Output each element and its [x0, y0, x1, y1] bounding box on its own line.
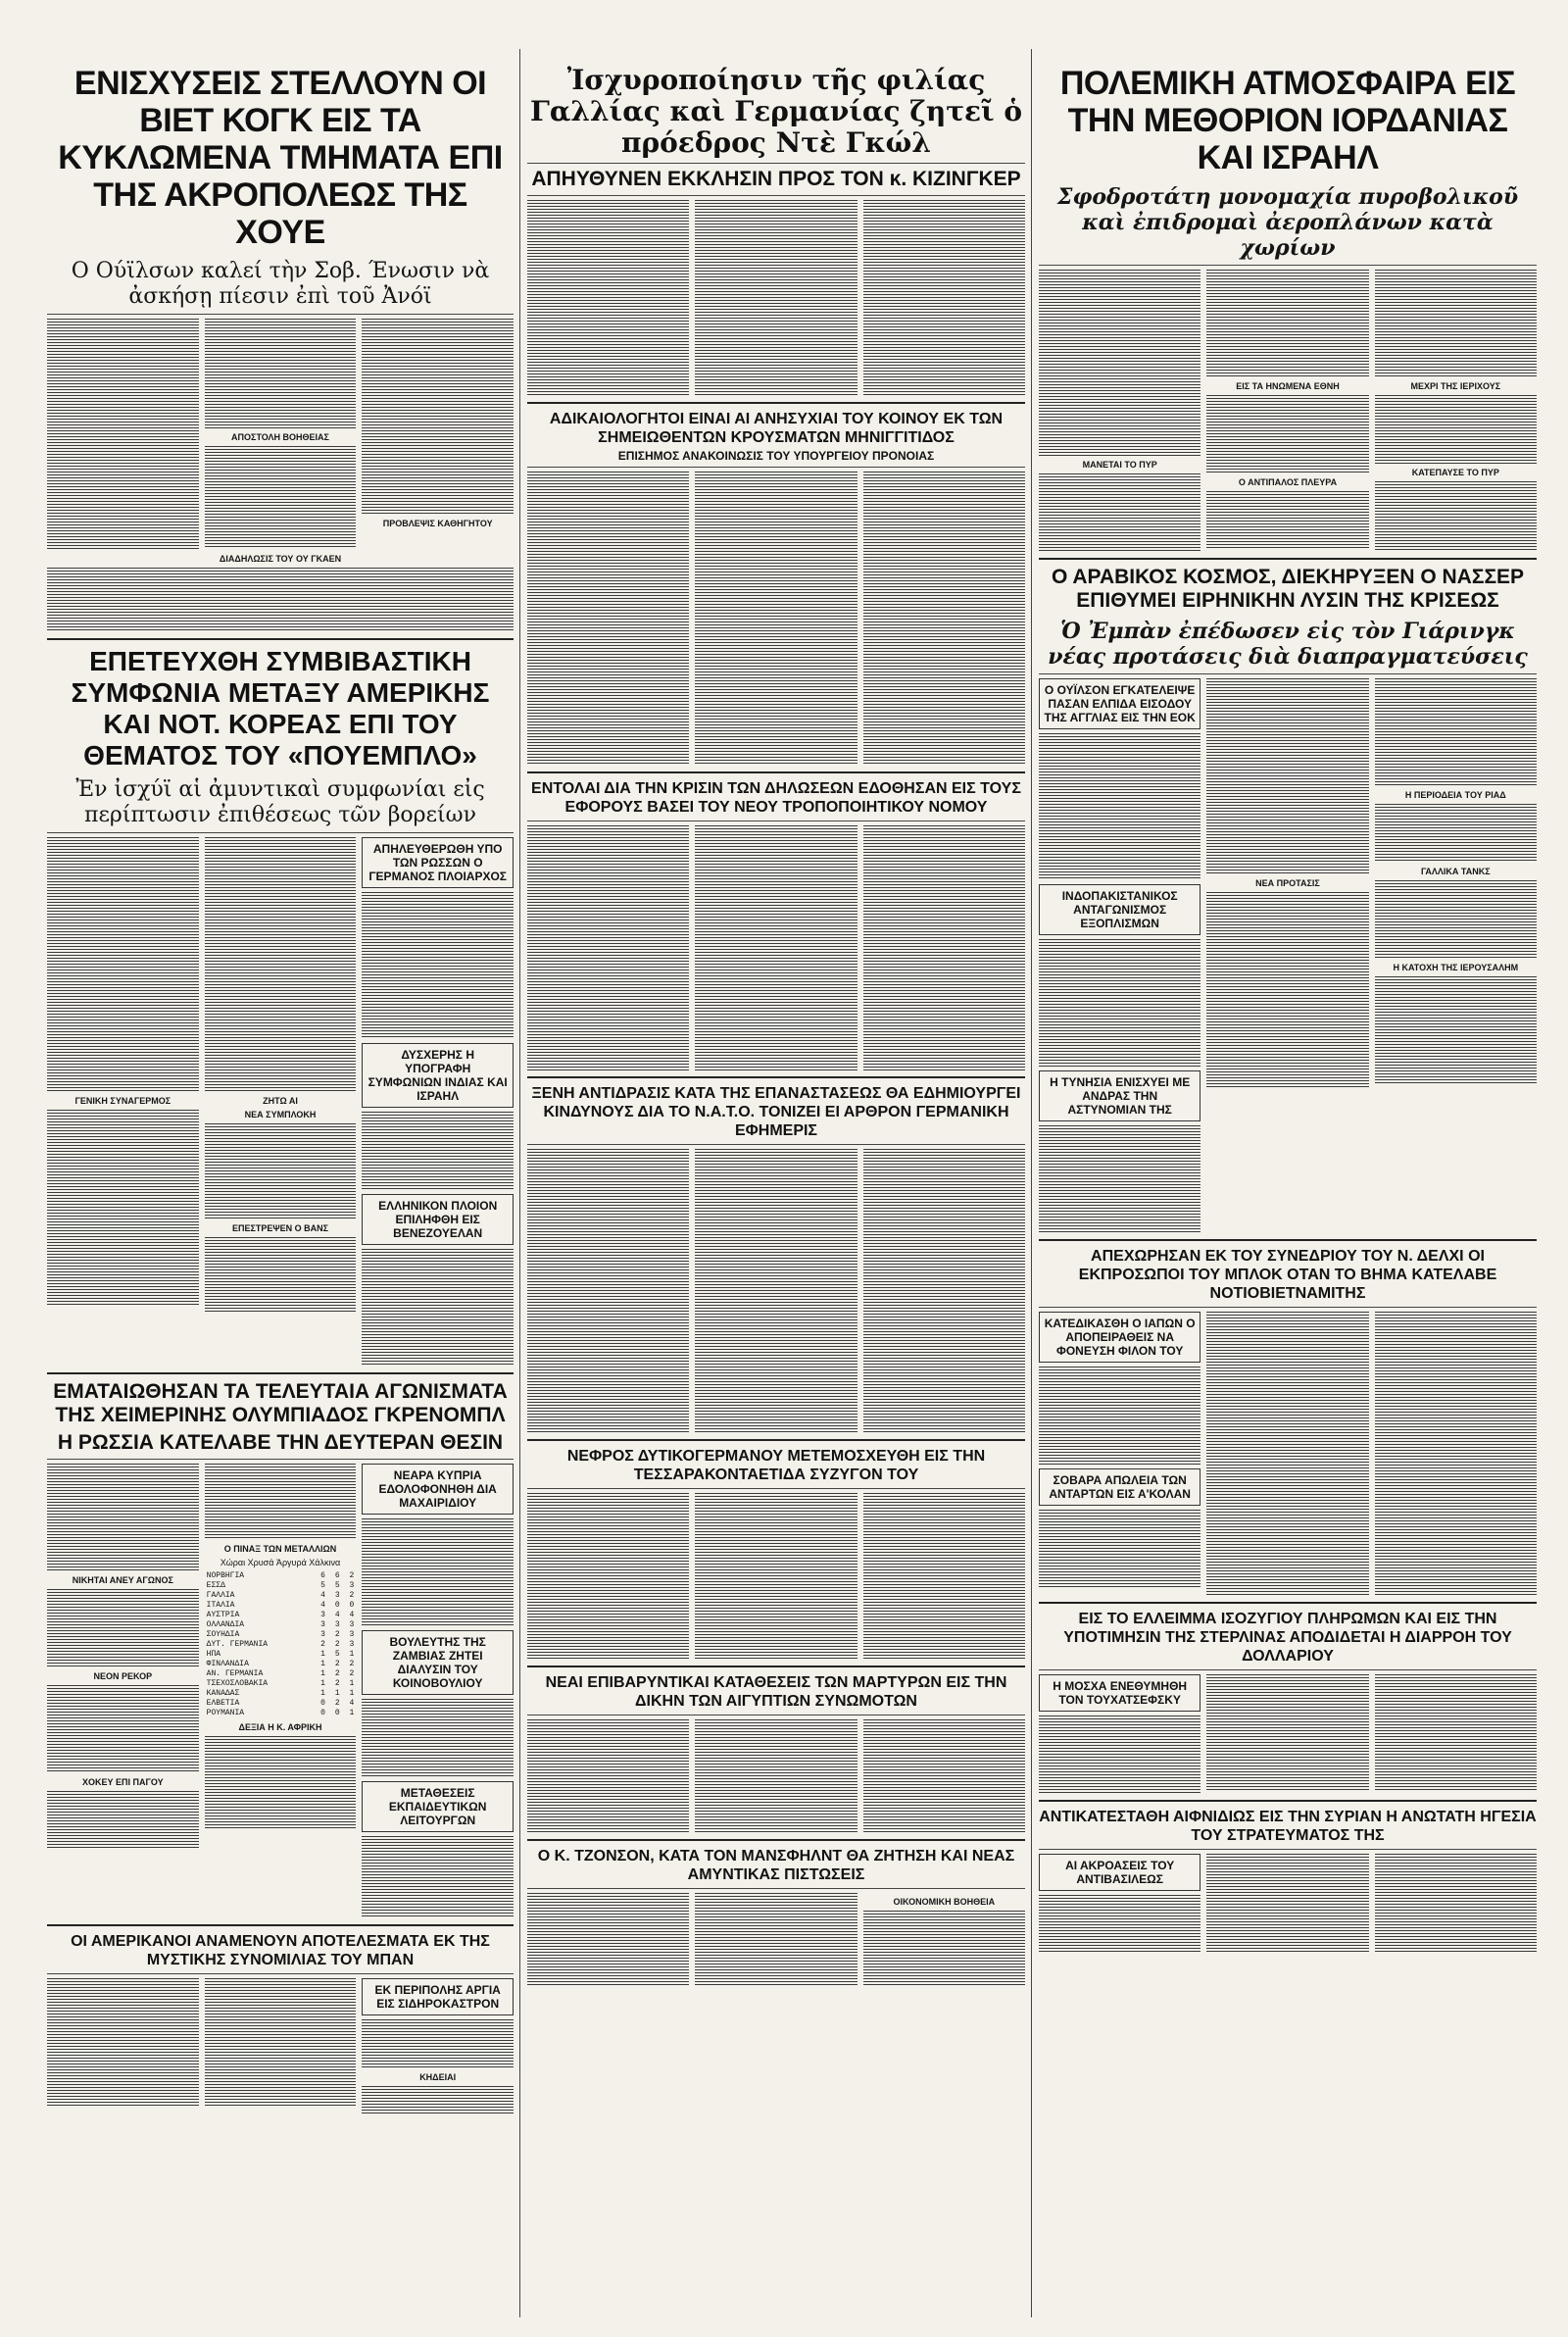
- medal-cell-country: ΦΙΝΛΑΝΔΙΑ: [206, 1660, 249, 1668]
- medal-cell-s: 1: [334, 1689, 340, 1698]
- medal-cell-s: 0: [334, 1601, 340, 1610]
- article-body: [362, 1249, 514, 1367]
- article-body: [1375, 481, 1537, 550]
- article-body: [1375, 976, 1537, 1084]
- medal-row: [205, 1571, 357, 1581]
- news-box: ΝΕΑΡΑ ΚΥΠΡΙΑ ΕΔΟΛΟΦΟΝΗΘΗ ΔΙΑ ΜΑΧΑΙΡΙΔΙΟΥ: [362, 1464, 514, 1515]
- medal-table-header: Χώραι Χρυσά Ἀργυρά Χάλκινα: [220, 1558, 341, 1567]
- medal-cell-g: 5: [320, 1581, 325, 1590]
- headline-tax-orders: ΕΝΤΟΛΑΙ ΔΙΑ ΤΗΝ ΚΡΙΣΙΝ ΤΩΝ ΔΗΛΩΣΕΩΝ ΕΔΟΘΗΣΑΝ ΕΙΣ ΤΟΥΣ ΕΦΟΡΟΥΣ ΒΑΣΕΙ ΤΟΥ ΝΕΟΥ ΤΡΟΠΟΠΟΙΗΤΙΚΟΥ ΝΟΜΟΥ: [531, 780, 1021, 816]
- article-body: [1375, 1674, 1537, 1792]
- article-body: [1039, 473, 1200, 552]
- section-heading: ΜΑΝΕΤΑΙ ΤΟ ΠΥΡ: [1082, 460, 1157, 470]
- medal-cell-b: 4: [349, 1699, 355, 1708]
- article-body: [362, 892, 514, 1039]
- article-body: [205, 1736, 357, 1830]
- medal-row: [205, 1630, 357, 1640]
- medal-cell-s: 2: [334, 1699, 340, 1708]
- subheadline-artillery: Σφοδροτάτη μονομαχία πυροβολικοῦ καὶ ἐπιδρομαὶ ἀεροπλάνων κατὰ χωρίων: [1056, 184, 1519, 261]
- section-heading: ΜΕΧΡΙ ΤΗΣ ΙΕΡΙΧΟΥΣ: [1410, 381, 1501, 391]
- column-rule: [519, 49, 520, 2317]
- medal-cell-b: 2: [349, 1669, 355, 1678]
- medal-cell-b: 3: [349, 1640, 355, 1649]
- article-body: [695, 825, 857, 1070]
- medal-cell-g: 4: [320, 1591, 325, 1600]
- article-body: [1206, 892, 1368, 1088]
- article-body: [1206, 1312, 1368, 1596]
- article-body: [527, 1149, 689, 1433]
- medal-cell-g: 4: [320, 1601, 325, 1610]
- article-body: [1039, 939, 1200, 1067]
- medal-row: [205, 1709, 357, 1718]
- article-body: [1039, 1510, 1200, 1588]
- medal-cell-g: 1: [320, 1660, 325, 1668]
- medal-row: [205, 1591, 357, 1601]
- subheadline-wilson: Ο Ούϊλσων καλεί τὴν Σοβ. Ένωσιν νὰ ἀσκήσῃ πίεσιν ἐπὶ τοῦ Ἀνόϊ: [71, 259, 490, 309]
- news-box: ΑΙ ΑΚΡΟΑΣΕΙΣ ΤΟΥ ΑΝΤΙΒΑΣΙΛΕΩΣ: [1039, 1854, 1200, 1891]
- headline-new-delhi: ΑΠΕΧΩΡΗΣΑΝ ΕΚ ΤΟΥ ΣΥΝΕΔΡΙΟΥ ΤΟΥ Ν. ΔΕΛΧΙ ΟΙ ΕΚΠΡΟΣΩΠΟΙ ΤΟΥ ΜΠΛΟΚ ΟΤΑΝ ΤΟ ΒΗΜΑ ΚΑΤΕΛΑΒΕ ΝΟΤΙΟΒΙΕΤΝΑΜΙΤΗΣ: [1078, 1248, 1497, 1302]
- headline-johnson: Ο Κ. ΤΖΟΝΣΟΝ, ΚΑΤΑ ΤΟΝ ΜΑΝΣΦΗΛΝΤ ΘΑ ΖΗΤΗΣΗ ΚΑΙ ΝΕΑΣ ΑΜΥΝΤΙΚΑΣ ΠΙΣΤΩΣΕΙΣ: [537, 1848, 1015, 1883]
- article-body: [1039, 1367, 1200, 1465]
- medal-cell-g: 2: [320, 1640, 325, 1649]
- article-body: [863, 1149, 1025, 1433]
- medal-cell-s: 6: [334, 1571, 340, 1580]
- article-body: [47, 1110, 199, 1306]
- article-body: [205, 837, 357, 1092]
- medal-cell-s: 2: [334, 1679, 340, 1688]
- section-heading: ΝΕΑ ΣΥΜΠΛΟΚΗ: [244, 1110, 317, 1119]
- section-heading: ΝΕΟΝ ΡΕΚΟΡ: [93, 1671, 153, 1681]
- medal-cell-country: ΑΥΣΤΡΙΑ: [206, 1611, 240, 1619]
- news-box: ΒΟΥΛΕΥΤΗΣ ΤΗΣ ΖΑΜΒΙΑΣ ΖΗΤΕΙ ΔΙΑΛΥΣΙΝ ΤΟΥ ΚΟΙΝΟΒΟΥΛΙΟΥ: [362, 1630, 514, 1695]
- headline-nato-reaction: ΞΕΝΗ ΑΝΤΙΔΡΑΣΙΣ ΚΑΤΑ ΤΗΣ ΕΠΑΝΑΣΤΑΣΕΩΣ ΘΑ ΕΔΗΜΙΟΥΡΓΕΙ ΚΙΝΔΥΝΟΥΣ ΔΙΑ ΤΟ Ν.Α.Τ.Ο. ΤΟΝΙΖΕΙ ΕΙ ΑΡΘΡΟΝ ΓΕΡΜΑΝΙΚΗ ΕΦΗΜΕΡΙΣ: [531, 1085, 1021, 1139]
- medal-cell-s: 2: [334, 1630, 340, 1639]
- article-body: [47, 568, 514, 632]
- medal-cell-g: 3: [320, 1620, 325, 1629]
- headline-egypt-trial: ΝΕΑΙ ΕΠΙΒΑΡΥΝΤΙΚΑΙ ΚΑΤΑΘΕΣΕΙΣ ΤΩΝ ΜΑΡΤΥΡΩΝ ΕΙΣ ΤΗΝ ΔΙΚΗΝ ΤΩΝ ΑΙΓΥΠΤΙΩΝ ΣΥΝΩΜΟΤΩΝ: [545, 1674, 1007, 1710]
- news-box: ΔΥΣΧΕΡΗΣ Η ΥΠΟΓΡΑΦΗ ΣΥΜΦΩΝΙΩΝ ΙΝΔΙΑΣ ΚΑΙ ΙΣΡΑΗΛ: [362, 1043, 514, 1108]
- column-left: [47, 0, 514, 2337]
- medal-cell-s: 4: [334, 1611, 340, 1619]
- medal-cell-g: 3: [320, 1630, 325, 1639]
- medal-cell-country: ΔΥΤ. ΓΕΡΜΑΝΙΑ: [206, 1640, 269, 1649]
- medal-cell-b: 2: [349, 1591, 355, 1600]
- article-body: [1375, 270, 1537, 377]
- medal-cell-s: 2: [334, 1660, 340, 1668]
- article-body: [47, 1685, 199, 1773]
- medal-cell-country: ΣΟΥΗΔΙΑ: [206, 1630, 240, 1639]
- medal-cell-g: 6: [320, 1571, 325, 1580]
- medal-cell-country: ΑΝ. ΓΕΡΜΑΝΙΑ: [206, 1669, 264, 1678]
- medal-cell-country: ΗΠΑ: [206, 1650, 221, 1659]
- medal-cell-country: ΚΑΝΑΔΑΣ: [206, 1689, 240, 1698]
- article-body: [362, 1699, 514, 1777]
- medal-table: [205, 1571, 357, 1718]
- medal-cell-s: 2: [334, 1640, 340, 1649]
- headline-olympics: ΕΜΑΤΑΙΩΘΗΣΑΝ ΤΑ ΤΕΛΕΥΤΑΙΑ ΑΓΩΝΙΣΜΑΤΑ ΤΗΣ ΧΕΙΜΕΡΙΝΗΣ ΟΛΥΜΠΙΑΔΟΣ ΓΚΡΕΝΟΜΠΛ: [53, 1380, 508, 1426]
- medal-row: [205, 1650, 357, 1660]
- subheadline-eban: Ὁ Ἐμπὰν ἐπέδωσεν εἰς τὸν Γιάρινγκ νέας προτάσεις διὰ διαπραγματεύσεις: [1048, 619, 1528, 670]
- article-body: [205, 1237, 357, 1314]
- article-body: [695, 1493, 857, 1660]
- article-body: [47, 1978, 199, 2106]
- news-box: Η ΜΟΣΧΑ ΕΝΕΘΥΜΗΘΗ ΤΟΝ ΤΟΥΧΑΤΣΕΦΣΚΥ: [1039, 1674, 1200, 1712]
- article-body: [1039, 270, 1200, 456]
- section-heading: Η ΠΕΡΙΟΔΕΙΑ ΤΟΥ ΡΙΑΔ: [1404, 790, 1506, 800]
- news-box: ΕΛΛΗΝΙΚΟΝ ΠΛΟΙΟΝ ΕΠΙΛΗΦΘΗ ΕΙΣ ΒΕΝΕΖΟΥΕΛΑΝ: [362, 1194, 514, 1245]
- medal-cell-s: 3: [334, 1620, 340, 1629]
- article-body: [47, 1464, 199, 1571]
- headline-sterling: ΕΙΣ ΤΟ ΕΛΛΕΙΜΜΑ ΙΣΟΖΥΓΙΟΥ ΠΛΗΡΩΜΩΝ ΚΑΙ ΕΙΣ ΤΗΝ ΥΠΟΤΙΜΗΣΙΝ ΤΗΣ ΣΤΕΡΛΙΝΑΣ ΑΠΟΔΙΔΕΤΑΙ Η ΔΙΑΡΡΟΗ ΤΟΥ ΔΟΛΛΑΡΙΟΥ: [1063, 1611, 1512, 1665]
- article-body: [1375, 1312, 1537, 1596]
- medal-cell-b: 1: [349, 1679, 355, 1688]
- article-body: [527, 825, 689, 1070]
- article-body: [1375, 1854, 1537, 1952]
- medal-cell-country: ΓΑΛΛΙΑ: [206, 1591, 235, 1600]
- article-body: [527, 1893, 689, 1987]
- article-body: [527, 1719, 689, 1833]
- medal-cell-g: 1: [320, 1669, 325, 1678]
- headline-de-gaulle: Ἰσχυροποίησιν τῆς φιλίας Γαλλίας καὶ Γερμανίας ζητεῖ ὁ πρόεδρος Ντὲ Γκώλ: [529, 64, 1023, 159]
- section-heading: Ο ΠΙΝΑΞ ΤΩΝ ΜΕΤΑΛΛΙΩΝ: [223, 1544, 337, 1554]
- article-body: [47, 1589, 199, 1667]
- section-heading: ΟΙΚΟΝΟΜΙΚΗ ΒΟΗΘΕΙΑ: [893, 1897, 996, 1907]
- news-box: Ο ΟΥΪΛΣΟΝ ΕΓΚΑΤΕΛΕΙΨΕ ΠΑΣΑΝ ΕΛΠΙΔΑ ΕΙΣΟΔΟΥ ΤΗΣ ΑΓΓΛΙΑΣ ΕΙΣ ΤΗΝ ΕΟΚ: [1039, 678, 1200, 729]
- article-body: [362, 319, 514, 515]
- article-body: [362, 2019, 514, 2068]
- article-body: [527, 472, 689, 766]
- medal-cell-g: 3: [320, 1611, 325, 1619]
- section-heading: Ο ΑΝΤΙΠΑΛΟΣ ΠΛΕΥΡΑ: [1238, 477, 1338, 487]
- subheadline-pueblo: Ἐν ἰσχύϊ αἱ ἀμυντικαὶ συμφωνίαι εἰς περίπτωσιν ἐπιθέσεως τῶν βορείων: [75, 777, 485, 827]
- medal-cell-country: ΕΣΣΔ: [206, 1581, 225, 1590]
- headline-pueblo: ΕΠΕΤΕΥΧΘΗ ΣΥΜΒΙΒΑΣΤΙΚΗ ΣΥΜΦΩΝΙΑ ΜΕΤΑΞΥ ΑΜΕΡΙΚΗΣ ΚΑΙ ΝΟΤ. ΚΟΡΕΑΣ ΕΠΙ ΤΟΥ ΘΕΜΑΤΟΣ ΤΟΥ «ΠΟΥΕΜΠΛΟ»: [71, 646, 490, 771]
- article-body: [362, 2086, 514, 2115]
- column-right: [1039, 0, 1537, 2337]
- article-body: [1206, 395, 1368, 473]
- medal-cell-country: ΤΣΕΧΟΣΛΟΒΑΚΙΑ: [206, 1679, 269, 1688]
- section-heading: ΚΗΔΕΙΑΙ: [419, 2072, 457, 2082]
- article-body: [205, 1464, 357, 1540]
- article-body: [205, 1123, 357, 1219]
- section-heading: ΧΟΚΕΥ ΕΠΙ ΠΑΓΟΥ: [81, 1777, 164, 1787]
- article-body: [1206, 270, 1368, 377]
- medal-row: [205, 1660, 357, 1669]
- section-heading: ΓΕΝΙΚΗ ΣΥΝΑΓΕΡΜΟΣ: [74, 1096, 172, 1106]
- article-body: [1206, 491, 1368, 550]
- headline-kidney-transplant: ΝΕΦΡΟΣ ΔΥΤΙΚΟΓΕΡΜΑΝΟΥ ΜΕΤΕΜΟΣΧΕΥΘΗ ΕΙΣ ΤΗΝ ΤΕΣΣΑΡΑΚΟΝΤΑΕΤΙΔΑ ΣΥΖΥΓΟΝ ΤΟΥ: [566, 1448, 986, 1483]
- medal-cell-s: 5: [334, 1581, 340, 1590]
- subheadline-ministry: ΕΠΙΣΗΜΟΣ ΑΝΑΚΟΙΝΩΣΙΣ ΤΟΥ ΥΠΟΥΡΓΕΙΟΥ ΠΡΟΝΟΙΑΣ: [617, 449, 935, 463]
- article-body: [1375, 880, 1537, 959]
- section-heading: ΑΠΟΣΤΟΛΗ ΒΟΗΘΕΙΑΣ: [231, 432, 329, 442]
- article-body: [1039, 733, 1200, 880]
- news-box: ΑΠΗΛΕΥΘΕΡΩΘΗ ΥΠΟ ΤΩΝ ΡΩΣΣΩΝ Ο ΓΕΡΜΑΝΟΣ ΠΛΟΙΑΡΧΟΣ: [362, 837, 514, 888]
- article-body: [863, 825, 1025, 1070]
- article-body: [362, 1836, 514, 1918]
- medal-cell-country: ΡΟΥΜΑΝΙΑ: [206, 1709, 245, 1717]
- article-body: [362, 1112, 514, 1190]
- medal-row: [205, 1611, 357, 1620]
- section-heading: ΔΙΑΔΗΛΩΣΙΣ ΤΟΥ ΟΥ ΓΚΑΕΝ: [219, 554, 342, 564]
- article-body: [863, 1719, 1025, 1833]
- section-heading: ΝΕΑ ΠΡΟΤΑΣΙΣ: [1255, 878, 1320, 888]
- section-heading: ΕΠΕΣΤΡΕΨΕΝ Ο ΒΑΝΣ: [231, 1223, 329, 1233]
- section-heading: ΠΡΟΒΛΕΨΙΣ ΚΑΘΗΓΗΤΟΥ: [382, 519, 493, 528]
- article-body: [1039, 1125, 1200, 1233]
- medal-cell-b: 3: [349, 1620, 355, 1629]
- article-body: [695, 1719, 857, 1833]
- medal-cell-country: ΟΛΛΑΝΔΙΑ: [206, 1620, 245, 1629]
- article-body: [1206, 678, 1368, 874]
- medal-row: [205, 1669, 357, 1679]
- section-heading: ΕΙΣ ΤΑ ΗΝΩΜΕΝΑ ΕΘΝΗ: [1236, 381, 1340, 391]
- medal-row: [205, 1679, 357, 1689]
- article-body: [695, 472, 857, 766]
- article-body: [1375, 395, 1537, 464]
- medal-cell-s: 2: [334, 1669, 340, 1678]
- article-body: [863, 472, 1025, 766]
- medal-cell-g: 0: [320, 1699, 325, 1708]
- article-body: [362, 1518, 514, 1626]
- article-body: [863, 1911, 1025, 1985]
- column-rule: [1031, 49, 1032, 2317]
- medal-cell-s: 3: [334, 1591, 340, 1600]
- medal-cell-b: 3: [349, 1581, 355, 1590]
- article-body: [1375, 678, 1537, 786]
- medal-cell-s: 5: [334, 1650, 340, 1659]
- medal-row: [205, 1640, 357, 1650]
- medal-cell-g: 1: [320, 1689, 325, 1698]
- medal-cell-b: 1: [349, 1650, 355, 1659]
- column-middle: [527, 0, 1025, 2337]
- medal-cell-b: 2: [349, 1571, 355, 1580]
- article-body: [1206, 1674, 1368, 1792]
- headline-viet-cong: ΕΝΙΣΧΥΣΕΙΣ ΣΤΕΛΛΟΥΝ ΟΙ ΒΙΕΤ ΚΟΓΚ ΕΙΣ ΤΑ ΚΥΚΛΩΜΕΝΑ ΤΜΗΜΑΤΑ ΕΠΙ ΤΗΣ ΑΚΡΟΠΟΛΕΩΣ ΤΗΣ ΧΟΥΕ: [58, 65, 503, 251]
- medal-cell-b: 3: [349, 1630, 355, 1639]
- medal-cell-country: ΝΟΡΒΗΓΙΑ: [206, 1571, 245, 1580]
- news-box: ΣΟΒΑΡΑ ΑΠΩΛΕΙΑ ΤΩΝ ΑΝΤΑΡΤΩΝ ΕΙΣ Α'ΚΟΛΑΝ: [1039, 1468, 1200, 1506]
- medal-cell-g: 1: [320, 1650, 325, 1659]
- section-heading: Η ΚΑΤΟΧΗ ΤΗΣ ΙΕΡΟΥΣΑΛΗΜ: [1393, 963, 1519, 972]
- medal-cell-country: ΕΛΒΕΤΙΑ: [206, 1699, 240, 1708]
- headline-nasser: Ο ΑΡΑΒΙΚΟΣ ΚΟΣΜΟΣ, ΔΙΕΚΗΡΥΞΕΝ Ο ΝΑΣΣΕΡ ΕΠΙΘΥΜΕΙ ΕΙΡΗΝΙΚΗΝ ΛΥΣΙΝ ΤΗΣ ΚΡΙΣΕΩΣ: [1051, 566, 1525, 612]
- article-body: [695, 200, 857, 396]
- section-heading: ΝΙΚΗΤΑΙ ΑΝΕΥ ΑΓΩΝΟΣ: [72, 1575, 173, 1585]
- headline-jordan-israel: ΠΟΛΕΜΙΚΗ ΑΤΜΟΣΦΑΙΡΑ ΕΙΣ ΤΗΝ ΜΕΘΟΡΙΟΝ ΙΟΡΔΑΝΙΑΣ ΚΑΙ ΙΣΡΑΗΛ: [1059, 65, 1516, 176]
- medal-row: [205, 1699, 357, 1709]
- medal-row: [205, 1620, 357, 1630]
- medal-cell-b: 1: [349, 1709, 355, 1717]
- article-body: [1039, 1895, 1200, 1954]
- medal-row: [205, 1581, 357, 1591]
- medal-cell-b: 1: [349, 1689, 355, 1698]
- section-heading: ΔΕΞΙΑ Η Κ. ΑΦΡΙΚΗ: [238, 1722, 322, 1732]
- article-body: [1206, 1854, 1368, 1952]
- headline-syria: ΑΝΤΙΚΑΤΕΣΤΑΘΗ ΑΙΦΝΙΔΙΩΣ ΕΙΣ ΤΗΝ ΣΥΡΙΑΝ Η ΑΝΩΤΑΤΗ ΗΓΕΣΙΑ ΤΟΥ ΣΤΡΑΤΕΥΜΑΤΟΣ ΤΗΣ: [1039, 1809, 1537, 1844]
- article-body: [1375, 804, 1537, 863]
- article-body: [47, 837, 199, 1092]
- article-body: [527, 1493, 689, 1660]
- section-heading: ΚΑΤΕΠΑΥΣΕ ΤΟ ΠΥΡ: [1411, 468, 1499, 477]
- article-body: [47, 319, 199, 550]
- headline-kiesinger: ΑΠΗΥΘΥΝΕΝ ΕΚΚΛΗΣΙΝ ΠΡΟΣ ΤΟΝ κ. ΚΙΖΙΝΓΚΕΡ: [531, 168, 1021, 190]
- medal-cell-g: 1: [320, 1679, 325, 1688]
- article-body: [1039, 1715, 1200, 1794]
- article-body: [47, 1791, 199, 1850]
- medal-cell-country: ΙΤΑΛΙΑ: [206, 1601, 235, 1610]
- article-body: [205, 1978, 357, 2106]
- medal-cell-g: 0: [320, 1709, 325, 1717]
- article-body: [863, 1493, 1025, 1660]
- headline-meningitis: ΑΔΙΚΑΙΟΛΟΓΗΤΟΙ ΕΙΝΑΙ ΑΙ ΑΝΗΣΥΧΙΑΙ ΤΟΥ ΚΟΙΝΟΥ ΕΚ ΤΩΝ ΣΗΜΕΙΩΘΕΝΤΩΝ ΚΡΟΥΣΜΑΤΩΝ ΜΗΝΙΓΓΙΤΙΔΟΣ: [549, 411, 1004, 446]
- article-body: [863, 200, 1025, 396]
- news-box: ΙΝΔΟΠΑΚΙΣΤΑΝΙΚΟΣ ΑΝΤΑΓΩΝΙΣΜΟΣ ΕΞΟΠΛΙΣΜΩΝ: [1039, 884, 1200, 935]
- medal-cell-b: 0: [349, 1601, 355, 1610]
- medal-cell-b: 2: [349, 1660, 355, 1668]
- article-body: [527, 200, 689, 396]
- headline-americans: ΟΙ ΑΜΕΡΙΚΑΝΟΙ ΑΝΑΜΕΝΟΥΝ ΑΠΟΤΕΛΕΣΜΑΤΑ ΕΚ ΤΗΣ ΜΥΣΤΙΚΗΣ ΣΥΝΟΜΙΛΙΑΣ ΤΟΥ ΜΠΑΝ: [71, 1933, 490, 1968]
- news-box: ΜΕΤΑΘΕΣΕΙΣ ΕΚΠΑΙΔΕΥΤΙΚΩΝ ΛΕΙΤΟΥΡΓΩΝ: [362, 1781, 514, 1832]
- news-box: Η ΤΥΝΗΣΙΑ ΕΝΙΣΧΥΕΙ ΜΕ ΑΝΔΡΑΣ ΤΗΝ ΑΣΤΥΝΟΜΙΑΝ ΤΗΣ: [1039, 1070, 1200, 1121]
- news-box: ΕΚ ΠΕΡΙΠΟΛΗΣ ΑΡΓΙΑ ΕΙΣ ΣΙΔΗΡΟΚΑΣΤΡΟΝ: [362, 1978, 514, 2015]
- section-heading: ΖΗΤΩ ΑΙ: [263, 1096, 298, 1106]
- medal-row: [205, 1601, 357, 1611]
- section-heading: ΓΑΛΛΙΚΑ ΤΑΝΚΣ: [1420, 867, 1491, 876]
- headline-russia: Η ΡΩΣΣΙΑ ΚΑΤΕΛΑΒΕ ΤΗΝ ΔΕΥΤΕΡΑΝ ΘΕΣΙΝ: [57, 1431, 504, 1454]
- news-box: ΚΑΤΕΔΙΚΑΣΘΗ Ο ΙΑΠΩΝ Ο ΑΠΟΠΕΙΡΑΘΕΙΣ ΝΑ ΦΟΝΕΥΣΗ ΦΙΛΟΝ ΤΟΥ: [1039, 1312, 1200, 1363]
- article-body: [695, 1149, 857, 1433]
- medal-cell-s: 0: [334, 1709, 340, 1717]
- article-body: [205, 446, 357, 548]
- medal-cell-b: 4: [349, 1611, 355, 1619]
- article-body: [695, 1893, 857, 1987]
- medal-row: [205, 1689, 357, 1699]
- article-body: [205, 319, 357, 428]
